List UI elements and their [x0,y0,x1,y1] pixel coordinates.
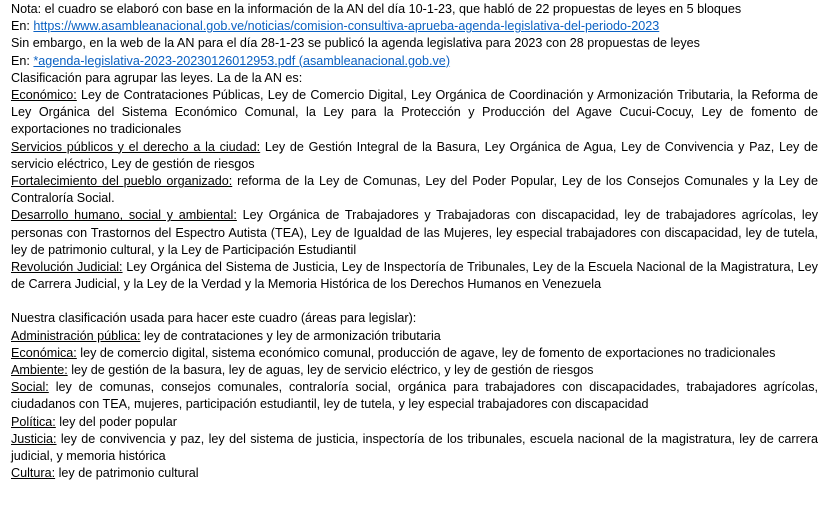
block-text: Ley Orgánica de Trabajadores y Trabajadoras con discapacidad, ley de trabajadores agrícolas, ley personas con Trastornos del Espectro Autista (TEA), Ley de Igualdad de las Mujeres, ley especial trabajadores con discapacidad, ley de tutela, ley de patrimonio cultural, y la Ley de Participación Estudiantil [11,208,818,257]
our-block-administracion [11,328,818,345]
block-label: Justicia: [11,431,57,446]
block-text: reforma de la Ley de Comunas, Ley del Poder Popular, Ley de los Consejos Comunales y la Ley de Contraloría Social. [11,174,818,206]
our-block-economica [11,345,818,362]
block-label: Administración pública: [11,328,141,343]
block-label: Servicios públicos y el derecho a la ciudad: [11,139,261,154]
block-label: Revolución Judicial: [11,260,123,275]
source-link-2[interactable]: *agenda-legislativa-2023-20230126012953.pdf (asambleanacional.gob.ve) [33,53,451,68]
our-intro: Nuestra clasificación usada para hacer este cuadro (áreas para legislar): [11,311,417,326]
block-text: ley de gestión de la basura, ley de aguas, ley de servicio eléctrico, y ley de gestión de riesgos [67,363,594,378]
block-text: ley de contrataciones y ley de armonización tributaria [140,328,441,343]
our-block-social [11,379,818,413]
block-text: Ley de Gestión Integral de la Basura, Ley Orgánica de Agua, Ley de Convivencia y Paz, Ley de servicio eléctrico, Ley de gestión de riesgos [11,139,818,171]
source-link-1[interactable]: https://www.asambleanacional.gob.ve/noticias/comision-consultiva-aprueba-agenda-legislativa-del-periodo-2023 [33,19,660,34]
our-block-ambiente [11,362,818,379]
block-text: ley de comunas, consejos comunales, contraloría social, orgánica para trabajadores con discapacidades, trabajadores agrícolas, ciudadanos con TEA, mujeres, participación estudiantil, ley de tutela, y ley especial trabajadores con discapacidad [11,380,818,412]
clasificacion-intro: Clasificación para agrupar las leyes. La de la AN es: [11,70,303,85]
en-label: En: [11,53,34,68]
block-label: Cultura: [11,466,56,481]
an-block-economico [11,87,818,139]
block-text: ley de convivencia y paz, ley del sistema de justicia, inspectoría de los tribunales, escuela nacional de la magistratura, ley de carrera judicial, y memoria histórica [11,431,818,464]
our-block-cultura [11,465,818,482]
block-text: ley del poder popular [55,414,177,429]
block-label: Desarrollo humano, social y ambiental: [11,208,237,223]
block-text: ley de comercio digital, sistema económico comunal, producción de agave, ley de fomento de exportaciones no tradicionales [76,345,776,360]
an-block-fortalecimiento [11,173,818,207]
block-text: Ley Orgánica del Sistema de Justicia, Ley de Inspectoría de Tribunales, Ley de la Escuela Nacional de la Magistratura, Ley de Carrera Judicial, y la Ley de la Verdad y la Memoria Histórica de los Derechos Humanos en Venezuela [11,260,818,292]
block-label: Política: [11,414,56,429]
an-block-servicios [11,139,818,173]
source-line-1 [11,18,818,35]
nota-text: Nota: el cuadro se elaboró con base en la información de la AN del día 10-1-23, que habló de 22 propuestas de leyes en 5 bloques [11,2,742,16]
an-block-desarrollo [11,207,818,259]
our-block-justicia [11,431,818,465]
spacer [11,293,818,310]
en-label: En: [11,19,34,34]
an-block-revolucion [11,259,818,293]
block-label: Social: [11,380,49,395]
sin-embargo-text: Sin embargo, en la web de la AN para el día 28-1-23 se publicó la agenda legislativa para 2023 con 28 propuestas de leyes [11,36,700,51]
block-label: Económico: [11,88,77,103]
block-label: Fortalecimiento del pueblo organizado: [11,174,233,189]
our-block-politica [11,414,818,431]
block-label: Económica: [11,345,77,360]
block-text: Ley de Contrataciones Públicas, Ley de Comercio Digital, Ley Orgánica de Coordinación y Armonización Tributaria, la Reforma de Ley Orgánica del Sistema Económico Comunal, la Ley para la Protección y Producción del Agave Cucui-Cocuy, Ley de fomento de exportaciones no tradicionales [11,88,818,137]
source-line-2 [11,53,818,70]
block-label: Ambiente: [11,363,68,378]
block-text: ley de patrimonio cultural [55,466,199,481]
